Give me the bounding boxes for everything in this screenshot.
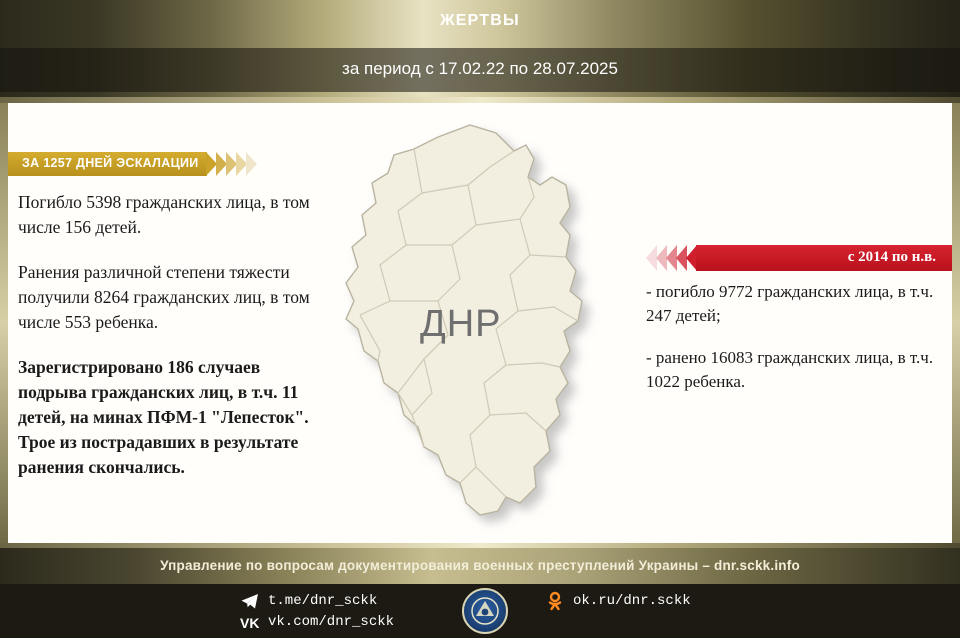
social-link-vk[interactable] bbox=[240, 611, 394, 632]
left-banner bbox=[8, 152, 257, 176]
right-banner-chevrons bbox=[646, 245, 696, 271]
right-paragraph-killed: - погибло 9772 гражданских лица, в т.ч. 247 детей; bbox=[646, 282, 934, 325]
right-banner-label: с 2014 по н.в. bbox=[696, 245, 952, 271]
page-title: ЖЕРТВЫ bbox=[440, 12, 520, 29]
right-paragraph-wounded: - ранено 16083 гражданских лица, в т.ч. 1022 ребенка. bbox=[646, 348, 934, 391]
page-subtitle: за период с 17.02.22 по 28.07.2025 bbox=[342, 59, 618, 78]
right-statistics-column bbox=[646, 280, 946, 412]
map-graphic bbox=[320, 115, 650, 535]
social-link-telegram[interactable] bbox=[240, 590, 394, 611]
social-links-right bbox=[545, 590, 691, 611]
telegram-icon bbox=[240, 591, 260, 611]
right-edge-accent bbox=[952, 103, 960, 543]
left-banner-label: ЗА 1257 ДНЕЙ ЭСКАЛАЦИИ bbox=[8, 152, 207, 176]
vk-handle: vk.com/dnr_sckk bbox=[268, 613, 395, 630]
left-paragraph-wounded: Ранения различной степени тяжести получили 8264 гражданских лиц, в том числе 553 ребенка. bbox=[18, 262, 310, 332]
social-link-ok[interactable] bbox=[545, 590, 691, 611]
left-edge-accent bbox=[0, 103, 8, 543]
left-paragraph-mines: Зарегистрировано 186 случаев подрыва гражданских лиц, в т.ч. 11 детей, на минах ПФМ-1 "Лепесток". Трое из пострадавших в результате ранения скончались. bbox=[18, 357, 309, 477]
social-links-left bbox=[240, 590, 394, 632]
ok-handle: ok.ru/dnr.sckk bbox=[573, 592, 691, 609]
footer-organization: Управление по вопросам документирования военных преступлений Украины – dnr.sckk.info bbox=[160, 558, 800, 573]
emblem-inner-icon bbox=[470, 596, 500, 626]
sckk-emblem bbox=[462, 588, 508, 634]
left-banner-chevrons bbox=[207, 152, 257, 176]
ok-icon bbox=[545, 591, 565, 611]
right-banner bbox=[646, 245, 952, 271]
svg-text:VK: VK bbox=[240, 614, 260, 631]
left-statistics-column bbox=[18, 190, 328, 500]
map-region-label: ДНР bbox=[420, 303, 502, 345]
chevron-right-icon bbox=[246, 152, 257, 176]
left-paragraph-killed: Погибло 5398 гражданских лица, в том числе 156 детей. bbox=[18, 192, 310, 237]
telegram-handle: t.me/dnr_sckk bbox=[268, 592, 378, 609]
vk-icon bbox=[240, 612, 260, 632]
